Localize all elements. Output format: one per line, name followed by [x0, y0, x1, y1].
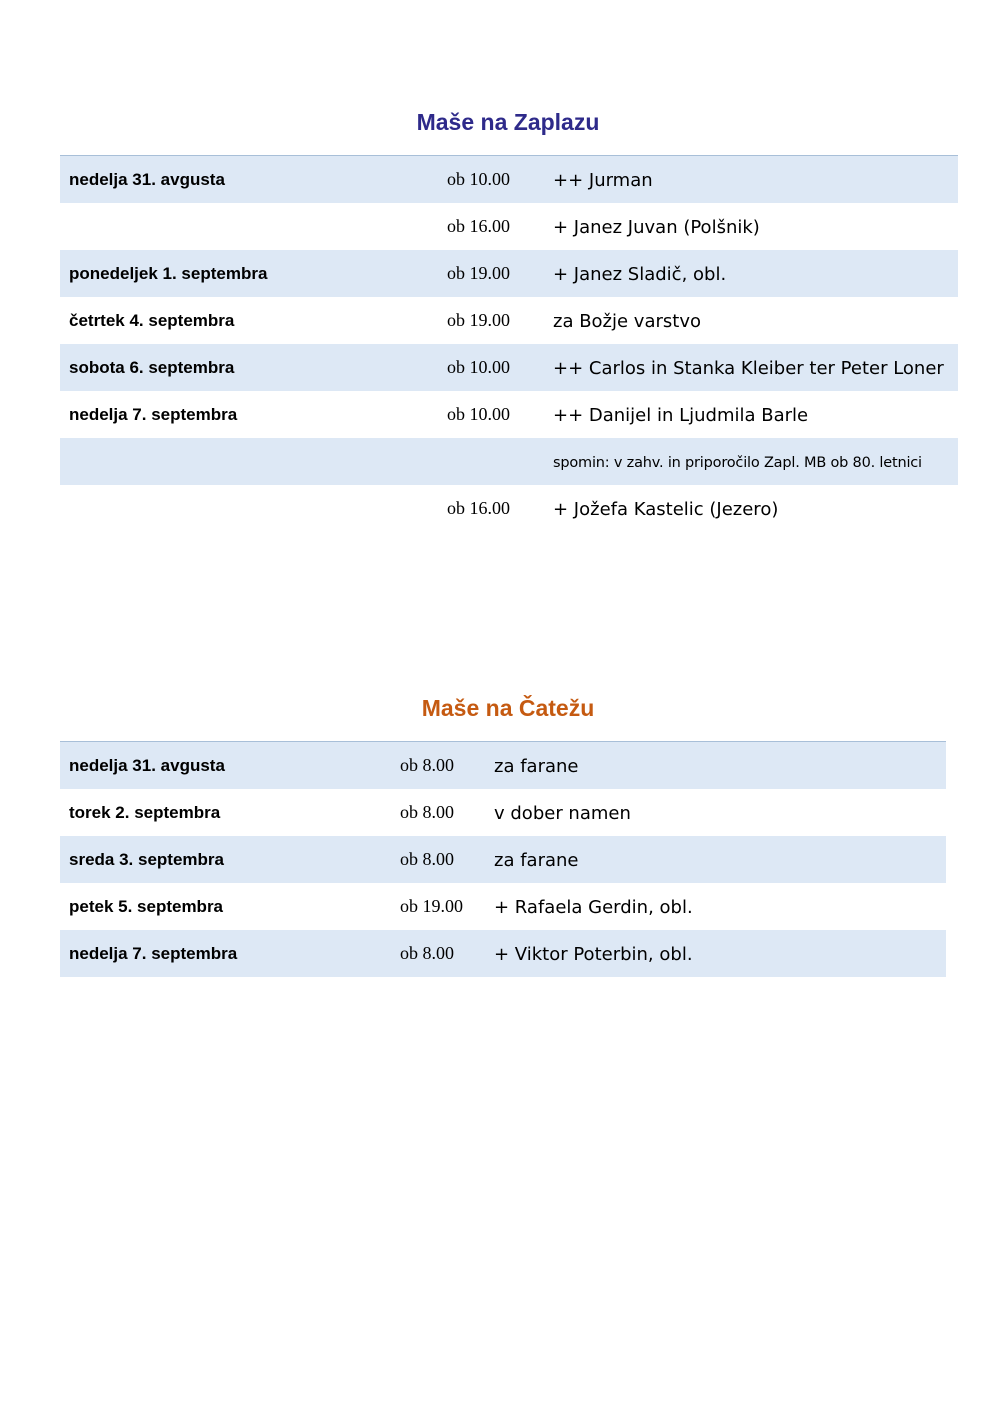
zaplaz-title: Maše na Zaplazu	[416, 109, 600, 135]
zaplaz-mass-table	[60, 155, 958, 532]
table-row	[60, 156, 958, 203]
time-cell: ob 19.00	[447, 310, 510, 330]
day-cell: nedelja 7. septembra	[69, 405, 238, 424]
table-row	[60, 297, 958, 344]
time-cell: ob 8.00	[400, 802, 454, 822]
day-cell: nedelja 31. avgusta	[69, 756, 225, 775]
time-cell: ob 10.00	[447, 169, 510, 189]
time-cell: ob 19.00	[400, 896, 463, 916]
time-cell: ob 8.00	[400, 849, 454, 869]
intention-cell: + Rafaela Gerdin, obl.	[494, 897, 693, 918]
time-cell: ob 8.00	[400, 943, 454, 963]
intention-cell: za farane	[494, 850, 579, 871]
day-cell: sobota 6. septembra	[69, 358, 235, 377]
table-row	[60, 391, 958, 438]
table-row	[60, 883, 946, 930]
day-cell: petek 5. septembra	[69, 897, 224, 916]
time-cell: ob 19.00	[447, 263, 510, 283]
catez-mass-table	[60, 741, 946, 977]
day-cell: torek 2. septembra	[69, 803, 221, 822]
day-cell: nedelja 31. avgusta	[69, 170, 225, 189]
day-cell: sreda 3. septembra	[69, 850, 224, 869]
time-cell: ob 8.00	[400, 755, 454, 775]
time-cell: ob 16.00	[447, 216, 510, 236]
intention-cell: ++ Danijel in Ljudmila Barle	[553, 405, 809, 426]
table-row	[60, 930, 946, 977]
table-row	[60, 344, 958, 391]
day-cell: četrtek 4. septembra	[69, 311, 235, 330]
intention-cell: + Janez Juvan (Polšnik)	[553, 217, 760, 238]
time-cell: ob 10.00	[447, 357, 510, 377]
table-row	[60, 438, 958, 485]
table-row	[60, 250, 958, 297]
intention-cell: spomin: v zahv. in priporočilo Zapl. MB ob 80. letnici	[553, 455, 922, 471]
intention-cell: za farane	[494, 756, 579, 777]
table-row	[60, 203, 958, 250]
table-row	[60, 789, 946, 836]
intention-cell: za Božje varstvo	[553, 311, 701, 332]
day-cell: ponedeljek 1. septembra	[69, 264, 268, 283]
table-row	[60, 485, 958, 532]
intention-cell: + Jožefa Kastelic (Jezero)	[553, 499, 779, 520]
day-cell: nedelja 7. septembra	[69, 944, 238, 963]
intention-cell: ++ Carlos in Stanka Kleiber ter Peter Loner	[553, 358, 944, 379]
intention-cell: v dober namen	[494, 803, 631, 824]
catez-title: Maše na Čatežu	[421, 695, 595, 721]
table-row	[60, 742, 946, 789]
time-cell: ob 16.00	[447, 498, 510, 518]
intention-cell: + Viktor Poterbin, obl.	[494, 944, 693, 965]
table-row	[60, 836, 946, 883]
intention-cell: + Janez Sladič, obl.	[553, 264, 727, 285]
intention-cell: ++ Jurman	[553, 170, 653, 191]
time-cell: ob 10.00	[447, 404, 510, 424]
